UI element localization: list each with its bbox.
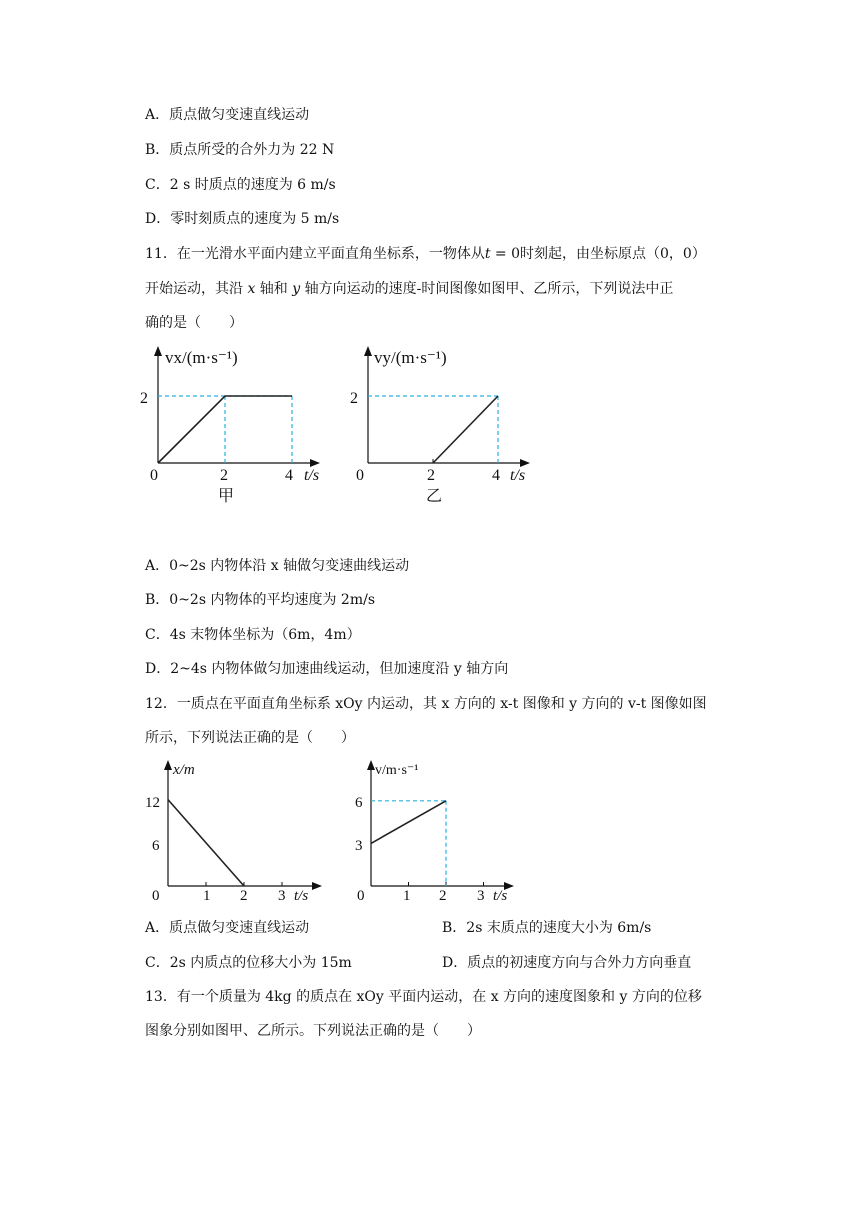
chart-yi-xtick-0: 0 [356, 467, 364, 484]
q10-option-b: B．质点所受的合外力为 22 N [145, 142, 335, 158]
chart-jia-xtick-2: 2 [220, 467, 228, 484]
chart-jia-x-arrow [310, 459, 320, 467]
chart-xt-ytick-12: 12 [145, 795, 160, 811]
chart-yi-xtick-2: 2 [427, 467, 435, 484]
q11-option-a: A．0~2s 内物体沿 x 轴做匀变速曲线运动 [145, 558, 410, 574]
q12-option-a: A．质点做匀变速直线运动 [145, 920, 310, 936]
q11-option-b: B．0~2s 内物体的平均速度为 2m/s [145, 592, 376, 608]
chart-jia-plot [158, 396, 292, 463]
q10-option-c: C．2 s 时质点的速度为 6 m/s [145, 177, 336, 193]
q11-option-d: D．2~4s 内物体做匀加速曲线运动，但加速度沿 y 轴方向 [145, 661, 509, 677]
chart-xt-plot [168, 800, 282, 886]
chart-jia-ytick: 2 [140, 390, 148, 407]
chart-vt [350, 752, 540, 912]
chart-jia-y-arrow [154, 346, 162, 356]
chart-vt-plot [371, 801, 484, 886]
chart-yi [350, 340, 550, 510]
chart-jia [140, 340, 340, 510]
q11-stem-line3: 确的是（ ） [145, 315, 243, 331]
chart-xt-ylabel: x/m [173, 762, 195, 778]
chart-xt-xtick-1: 1 [203, 888, 211, 904]
q12-option-b: B．2s 末质点的速度大小为 6m/s [442, 920, 652, 936]
chart-xt [140, 752, 330, 912]
chart-jia-ylabel: vx/(m·s⁻¹) [165, 348, 238, 367]
q13-stem-line1: 13．有一个质量为 4kg 的质点在 xOy 平面内运动，在 x 方向的速度图象和 y 方向的位移 [145, 989, 702, 1005]
chart-vt-xtick-2: 2 [439, 888, 447, 904]
chart-vt-series-line [371, 801, 446, 844]
chart-xt-ytick-6: 6 [152, 838, 160, 854]
chart-xt-y-arrow [164, 760, 172, 770]
q12-option-c: C．2s 内质点的位移大小为 15m [145, 955, 352, 971]
chart-vt-ytick-6: 6 [355, 795, 363, 811]
chart-vt-xlabel: t/s [493, 888, 508, 904]
chart-yi-xtick-4: 4 [492, 467, 500, 484]
chart-xt-xtick-2: 2 [240, 888, 248, 904]
chart-vt-xtick-3: 3 [477, 888, 485, 904]
chart-yi-x-arrow [520, 459, 530, 467]
q10-option-d: D．零时刻质点的速度为 5 m/s [145, 211, 340, 227]
chart-xt-x-arrow [312, 882, 322, 890]
q10-option-a: A．质点做匀变速直线运动 [145, 107, 310, 123]
chart-yi-plot [368, 396, 498, 463]
chart-jia-xlabel: t/s [304, 467, 320, 484]
chart-jia-caption: 甲 [218, 488, 235, 505]
q11-stem-line2: 开始运动，其沿 x 轴和 y 轴方向运动的速度-时间图像如图甲、乙所示，下列说法中正 [145, 281, 674, 297]
chart-yi-caption: 乙 [426, 488, 443, 505]
chart-jia-xtick-0: 0 [150, 467, 158, 484]
chart-yi-xlabel: t/s [510, 467, 526, 484]
chart-yi-ytick: 2 [350, 390, 358, 407]
q12-option-d: D．质点的初速度方向与合外力方向垂直 [442, 955, 692, 971]
chart-xt-xtick-0: 0 [152, 888, 160, 904]
chart-vt-ylabel: v/m·s⁻¹ [375, 763, 419, 778]
chart-xt-series-line [168, 800, 244, 886]
chart-xt-xlabel: t/s [294, 888, 309, 904]
chart-yi-series-line [433, 396, 498, 463]
q11-option-c: C．4s 末物体坐标为（6m，4m） [145, 627, 361, 643]
chart-vt-y-arrow [367, 760, 375, 770]
chart-jia-xtick-4: 4 [285, 467, 293, 484]
chart-xt-xtick-3: 3 [278, 888, 286, 904]
chart-vt-xtick-0: 0 [357, 888, 365, 904]
chart-vt-xtick-1: 1 [403, 888, 411, 904]
q12-stem-line1: 12．一质点在平面直角坐标系 xOy 内运动，其 x 方向的 x-t 图像和 y 方向的 v-t 图像如图 [145, 696, 707, 712]
chart-yi-ylabel: vy/(m·s⁻¹) [374, 348, 447, 367]
chart-yi-y-arrow [364, 346, 372, 356]
q12-stem-line2: 所示，下列说法正确的是（ ） [145, 730, 355, 746]
q11-stem-line1: 11．在一光滑水平面内建立平面直角坐标系，一物体从t = 0时刻起，由坐标原点（0，0） [145, 246, 706, 262]
chart-vt-ytick-3: 3 [355, 838, 363, 854]
q13-stem-line2: 图象分别如图甲、乙所示。下列说法正确的是（ ） [145, 1023, 481, 1039]
